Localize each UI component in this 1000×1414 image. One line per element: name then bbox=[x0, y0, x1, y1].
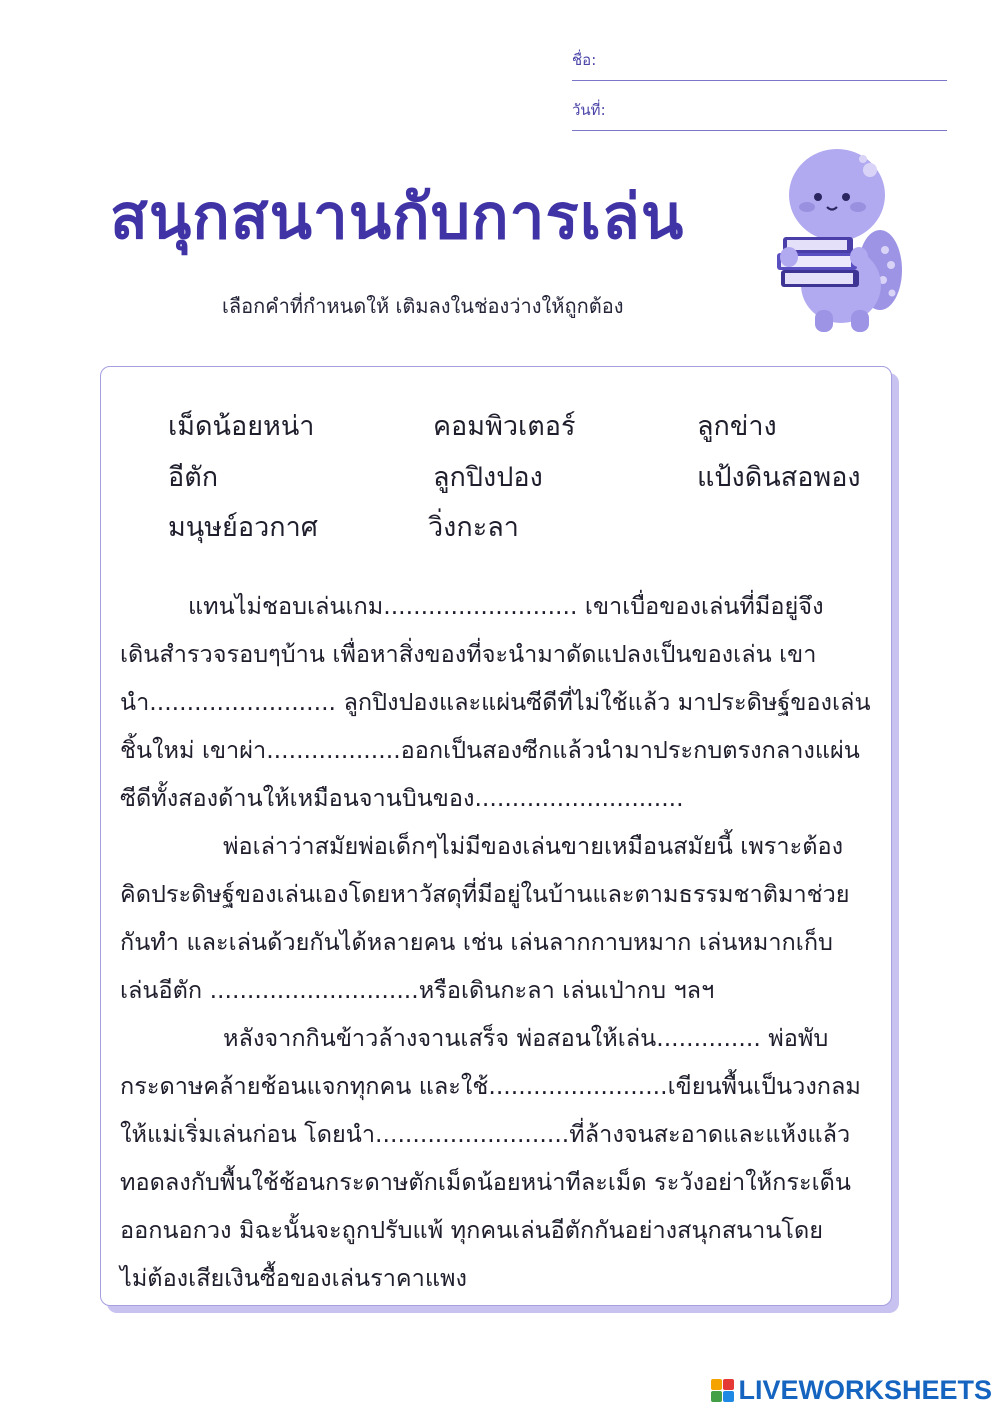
passage-line: ออกนอกวง มิฉะนั้นจะถูกปรับแพ้ ทุกคนเล่นอีตักกันอย่างสนุกสนานโดย bbox=[120, 1216, 824, 1244]
turtle-mascot-icon bbox=[775, 145, 905, 335]
word-bank-item[interactable]: ลูกข่าง bbox=[697, 411, 777, 442]
date-label: วันที่: bbox=[572, 101, 606, 119]
passage-line: นำ......................... ลูกปิงปองและแผ่นซีดีที่ไม่ใช้แล้ว มาประดิษฐ์ของเล่น bbox=[120, 688, 871, 716]
date-row[interactable] bbox=[572, 98, 947, 131]
word-bank-item[interactable]: อีตัก bbox=[168, 462, 219, 493]
instruction-text: เลือกคำที่กำหนดให้ เติมลงในช่องว่างให้ถูกต้อง bbox=[222, 294, 624, 318]
word-bank-item[interactable]: ลูกปิงปอง bbox=[433, 462, 543, 493]
passage-line: ให้แม่เริ่มเล่นก่อน โดยนำ..........................ที่ล้างจนสะอาดและแห้งแล้ว bbox=[120, 1120, 851, 1148]
passage-line: พ่อเล่าว่าสมัยพ่อเด็กๆไม่มีของเล่นขายเหมือนสมัยนี้ เพราะต้อง bbox=[223, 832, 844, 860]
word-bank-item[interactable]: คอมพิวเตอร์ bbox=[433, 411, 576, 442]
name-label: ชื่อ: bbox=[572, 51, 597, 69]
word-bank-item[interactable]: เม็ดน้อยหน่า bbox=[168, 411, 315, 442]
name-row[interactable] bbox=[572, 48, 947, 81]
word-bank-item[interactable]: วิ่งกะลา bbox=[428, 512, 519, 543]
passage-line: กระดาษคล้ายช้อนแจกทุกคน และใช้........................เขียนพื้นเป็นวงกลม bbox=[120, 1072, 861, 1100]
passage-line: ทอดลงกับพื้นใช้ช้อนกระดาษตักเม็ดน้อยหน่าทีละเม็ด ระวังอย่าให้กระเด็น bbox=[120, 1168, 851, 1196]
word-bank-item[interactable]: แป้งดินสอพอง bbox=[697, 462, 861, 493]
passage-line: กันทำ และเล่นด้วยกันได้หลายคน เช่น เล่นลากกาบหมาก เล่นหมากเก็บ bbox=[120, 928, 833, 956]
word-bank-item[interactable]: มนุษย์อวกาศ bbox=[168, 512, 318, 543]
passage-line: เดินสำรวจรอบๆบ้าน เพื่อหาสิ่งของที่จะนำมาดัดแปลงเป็นของเล่น เขา bbox=[120, 640, 817, 668]
passage-line: แทนไม่ชอบเล่นเกม.......................... เขาเบื่อของเล่นที่มีอยู่จึง bbox=[188, 592, 824, 620]
passage-line: ซีดีทั้งสองด้านให้เหมือนจานบินของ............................ bbox=[120, 784, 684, 812]
liveworksheets-mark-icon bbox=[711, 1379, 734, 1402]
passage bbox=[120, 582, 885, 1302]
passage-line: ชิ้นใหม่ เขาผ่า..................ออกเป็นสองซีกแล้วนำมาประกบตรงกลางแผ่น bbox=[120, 736, 860, 764]
liveworksheets-logo[interactable] bbox=[711, 1375, 992, 1406]
passage-line: ไม่ต้องเสียเงินซื้อของเล่นราคาแพง bbox=[120, 1264, 467, 1292]
passage-line: คิดประดิษฐ์ของเล่นเองโดยหาวัสดุที่มีอยู่ในบ้านและตามธรรมชาติมาช่วย bbox=[120, 880, 850, 908]
passage-line: เล่นอีตัก ............................หรือเดินกะลา เล่นเป่ากบ ฯลฯ bbox=[120, 976, 715, 1004]
logo-text: LIVEWORKSHEETS bbox=[738, 1375, 992, 1405]
passage-line: หลังจากกินข้าวล้างจานเสร็จ พ่อสอนให้เล่น.............. พ่อพับ bbox=[223, 1024, 829, 1052]
worksheet-title: สนุกสนานกับการเล่น bbox=[110, 180, 685, 253]
